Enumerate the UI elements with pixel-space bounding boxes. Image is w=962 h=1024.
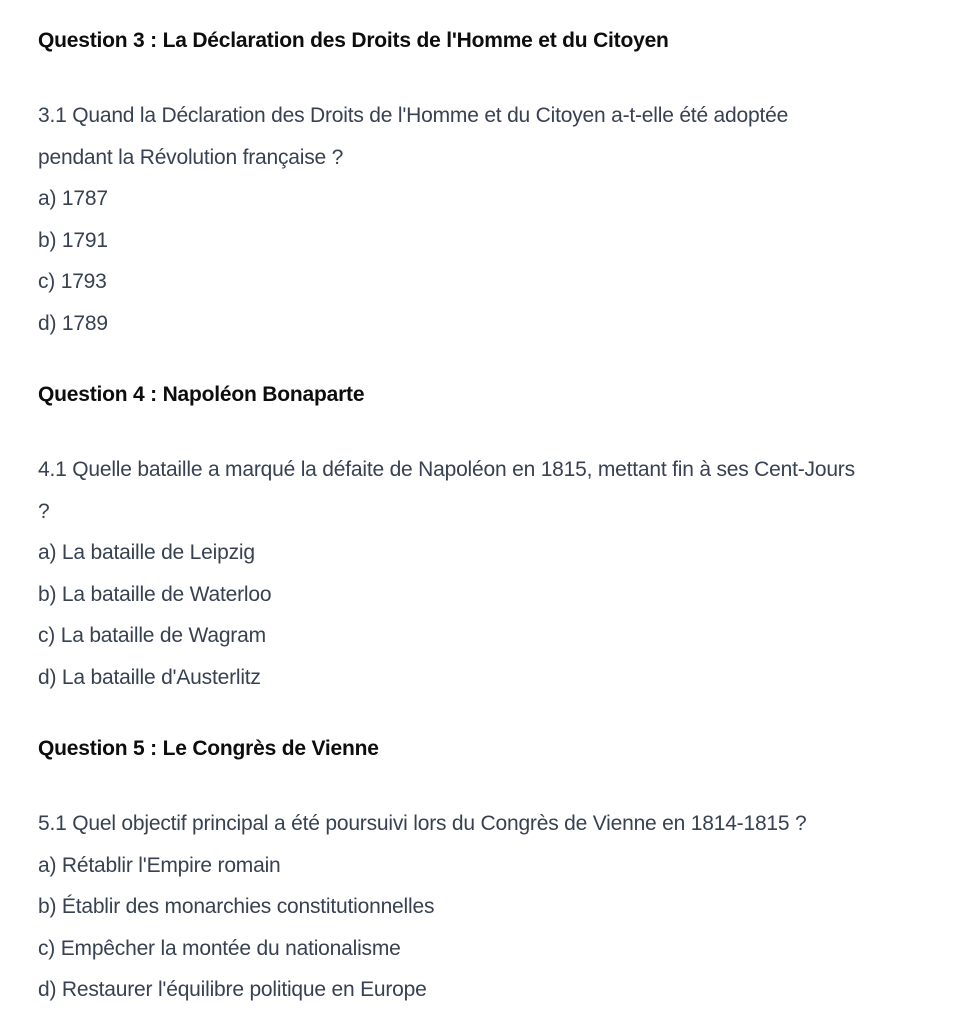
question-3-section	[38, 26, 942, 344]
section-heading: Question 5 : Le Congrès de Vienne	[38, 737, 379, 760]
answer-option: d) Restaurer l'équilibre politique en Europe	[38, 978, 427, 1001]
answer-option: b) Établir des monarchies constitutionnelles	[38, 895, 435, 918]
answer-option: b) 1791	[38, 228, 108, 252]
section-heading: Question 4 : Napoléon Bonaparte	[38, 383, 365, 406]
answer-option: a) La bataille de Leipzig	[38, 541, 255, 564]
question-line: 4.1 Quelle bataille a marqué la défaite de Napoléon en 1815, mettant fin à ses Cent-Jours	[38, 458, 855, 481]
question-line: pendant la Révolution française ?	[38, 145, 344, 169]
question-4-section	[38, 380, 942, 698]
question-line: 5.1 Quel objectif principal a été poursuivi lors du Congrès de Vienne en 1814-1815 ?	[38, 812, 807, 835]
answer-option: c) 1793	[38, 270, 107, 293]
answer-option: d) 1789	[38, 311, 108, 335]
question-line: 3.1 Quand la Déclaration des Droits de l'Homme et du Citoyen a-t-elle été adoptée	[38, 104, 789, 127]
section-heading: Question 3 : La Déclaration des Droits de l'Homme et du Citoyen	[38, 29, 669, 52]
answer-option: a) Rétablir l'Empire romain	[38, 853, 281, 877]
answer-option: c) La bataille de Wagram	[38, 624, 266, 647]
question-text	[38, 95, 942, 178]
answer-option: a) 1787	[38, 187, 108, 210]
question-text	[38, 803, 942, 845]
answer-option: c) Empêcher la montée du nationalisme	[38, 936, 401, 960]
answer-option: d) La bataille d'Austerlitz	[38, 665, 261, 689]
question-line: ?	[38, 499, 50, 523]
question-5-section	[38, 734, 942, 1011]
answer-option: b) La bataille de Waterloo	[38, 582, 272, 606]
question-text	[38, 449, 942, 532]
